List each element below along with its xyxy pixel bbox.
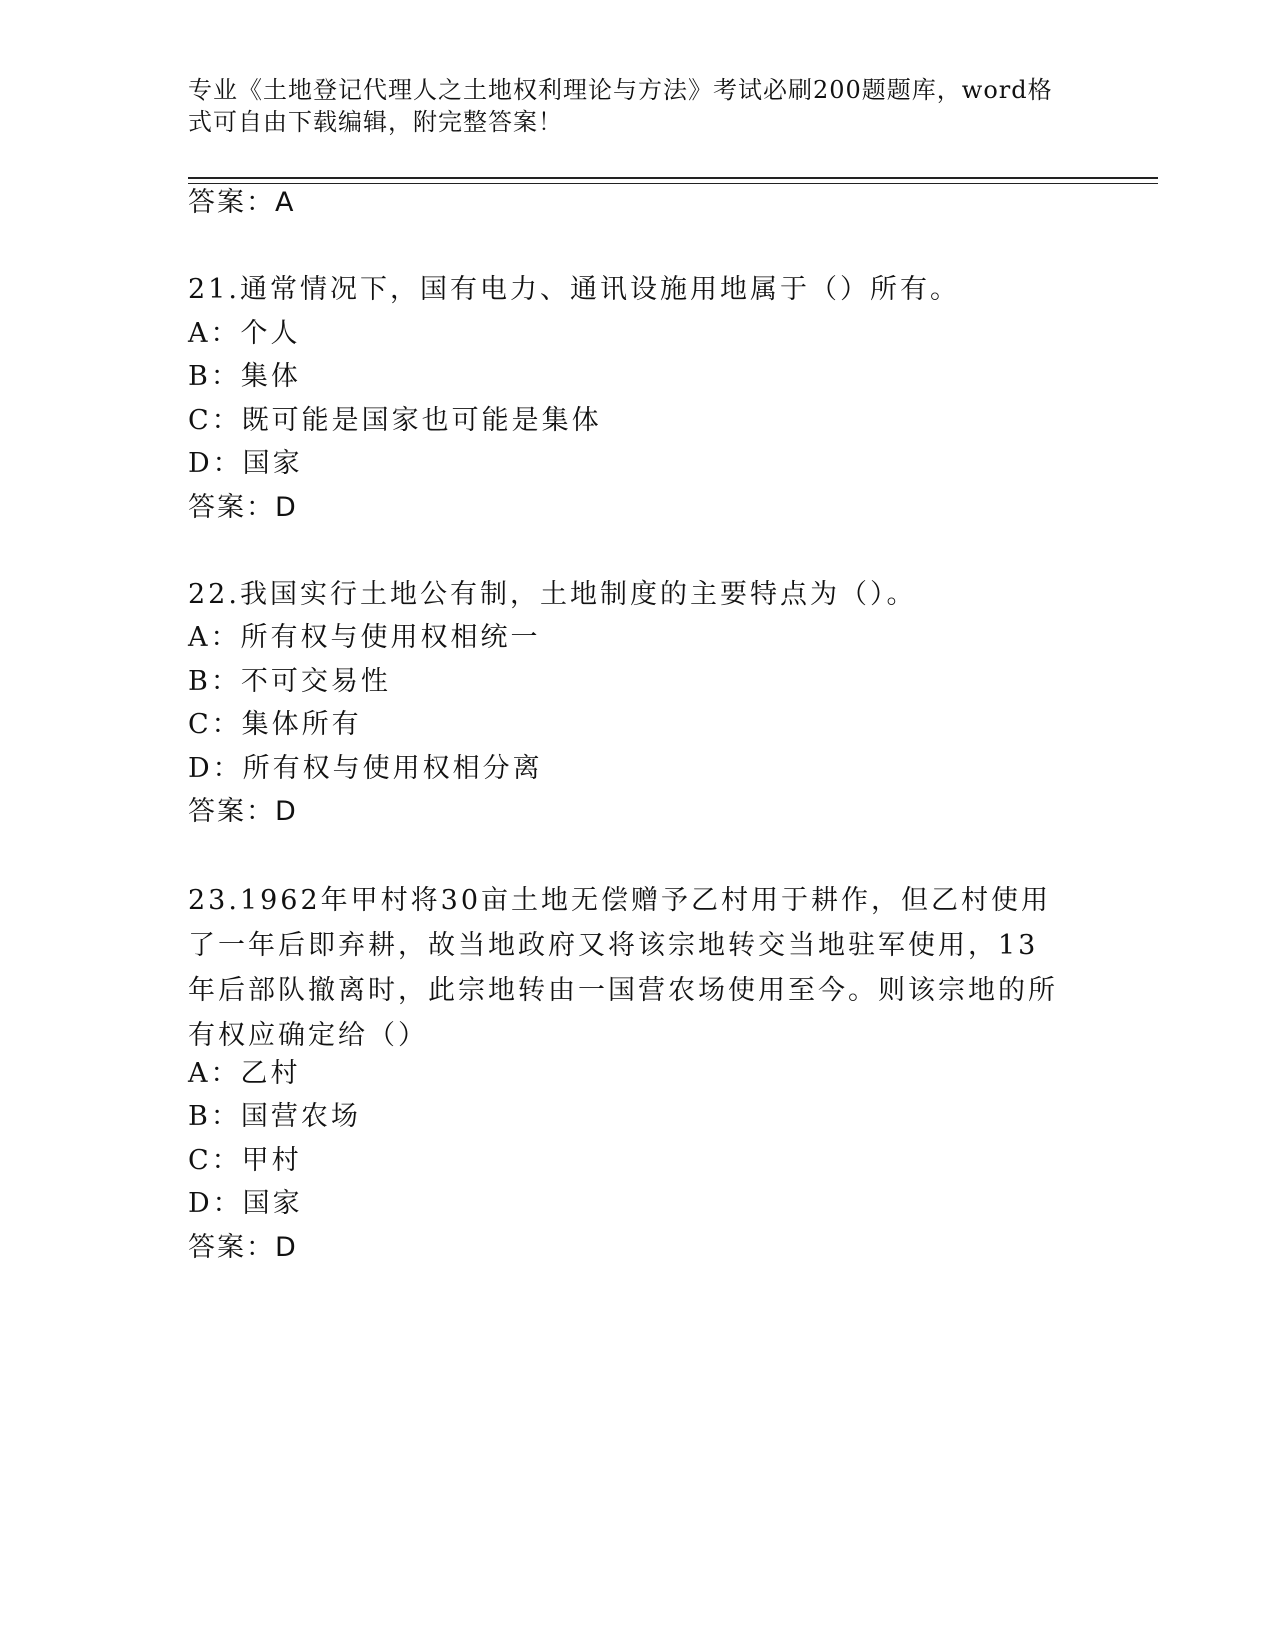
question-23-option-a: A：乙村	[188, 1058, 301, 1089]
header-rule-thin	[188, 183, 1158, 184]
question-21-option-d: D：国家	[188, 448, 303, 479]
question-21-option-b: B：集体	[188, 361, 301, 392]
question-23-option-d: D：国家	[188, 1188, 303, 1219]
question-23-option-b: B：国营农场	[188, 1101, 361, 1132]
question-21-answer: 答案：D	[188, 492, 298, 523]
question-23-option-c: C：甲村	[188, 1145, 302, 1176]
question-23-answer: 答案：D	[188, 1232, 298, 1263]
question-23-text: 23.1962年甲村将30亩土地无偿赠予乙村用于耕作，但乙村使用了一年后即弃耕，故当地政府又将该宗地转交当地驻军使用，13年后部队撤离时，此宗地转由一国营农场使用至今。则该宗地的所有权应确定给（）	[188, 885, 1058, 1051]
question-21-text: 21.通常情况下，国有电力、通讯设施用地属于（）所有。	[188, 274, 960, 305]
question-22-option-c: C：集体所有	[188, 709, 362, 740]
document-header: 专业《土地登记代理人之土地权利理论与方法》考试必刷200题题库，word格式可自由下载编辑，附完整答案！	[188, 76, 1053, 136]
question-22-option-a: A：所有权与使用权相统一	[188, 622, 541, 653]
question-21-option-c: C：既可能是国家也可能是集体	[188, 405, 602, 436]
question-22-text: 22.我国实行土地公有制，土地制度的主要特点为（）。	[188, 579, 917, 610]
question-22-option-d: D：所有权与使用权相分离	[188, 753, 543, 784]
header-rule-thick	[188, 177, 1158, 179]
question-22-option-b: B：不可交易性	[188, 666, 391, 697]
previous-answer: 答案：A	[188, 187, 296, 218]
question-22-answer: 答案：D	[188, 796, 298, 827]
question-21-option-a: A：个人	[188, 318, 301, 349]
